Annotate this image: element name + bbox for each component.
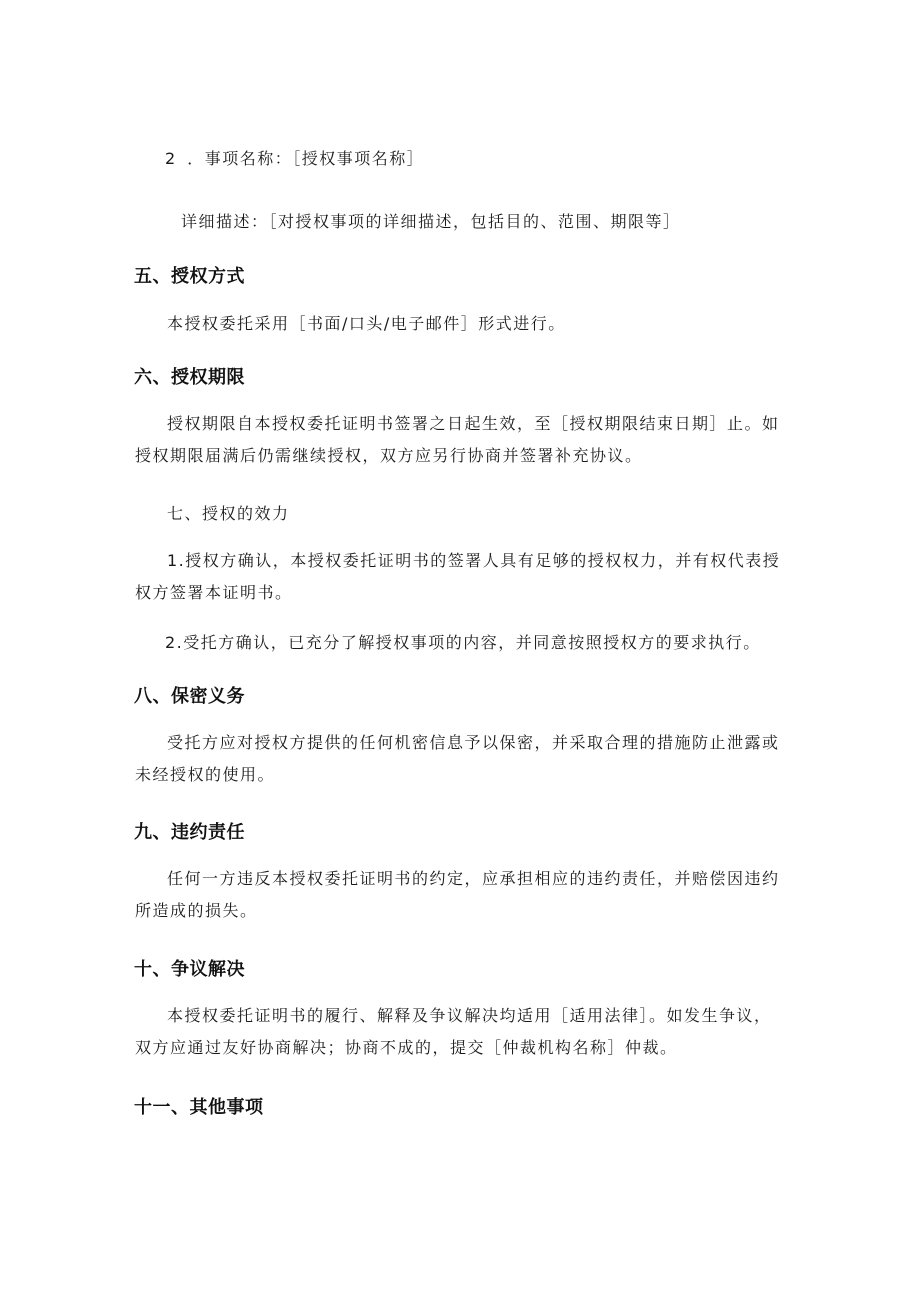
section-11-heading: 十一、其他事项 xyxy=(134,1097,264,1118)
section-9-text: 任何一方违反本授权委托证明书的约定，应承担相应的违约责任，并赔偿因违约所造成的损失。 xyxy=(135,869,780,920)
section-7-item-2: 2.受托方确认，已充分了解授权事项的内容，并同意按照授权方的要求执行。 xyxy=(165,633,761,652)
section-8-heading: 八、保密义务 xyxy=(134,686,245,707)
section-8-text: 受托方应对授权方提供的任何机密信息予以保密，并采取合理的措施防止泄露或未经授权的使用。 xyxy=(135,733,780,784)
item-2-title xyxy=(165,148,424,170)
section-10-text: 本授权委托证明书的履行、解释及争议解决均适用［适用法律］。如发生争议，双方应通过友好协商解决；协商不成的，提交［仲裁机构名称］仲裁。 xyxy=(135,1006,772,1057)
section-7-item-1: 1.授权方确认，本授权委托证明书的签署人具有足够的授权权力，并有权代表授权方签署本证明书。 xyxy=(135,551,781,602)
section-7-heading: 七、授权的效力 xyxy=(167,504,290,523)
item-2-number: 2 xyxy=(165,149,177,168)
item-2-title-text: ．事项名称：［授权事项名称］ xyxy=(187,149,425,168)
item-2-detail: 详细描述：［对授权事项的详细描述，包括目的、范围、期限等］ xyxy=(181,212,681,231)
section-6-text: 授权期限自本授权委托证明书签署之日起生效，至［授权期限结束日期］止。如授权期限届满后仍需继续授权，双方应另行协商并签署补充协议。 xyxy=(135,414,780,465)
section-5-text: 本授权委托采用［书面/口头/电子邮件］形式进行。 xyxy=(167,314,566,333)
section-10-heading: 十、争议解决 xyxy=(134,959,245,980)
section-9-heading: 九、违约责任 xyxy=(134,822,245,843)
section-6-heading: 六、授权期限 xyxy=(134,367,245,388)
section-5-heading: 五、授权方式 xyxy=(134,266,245,287)
